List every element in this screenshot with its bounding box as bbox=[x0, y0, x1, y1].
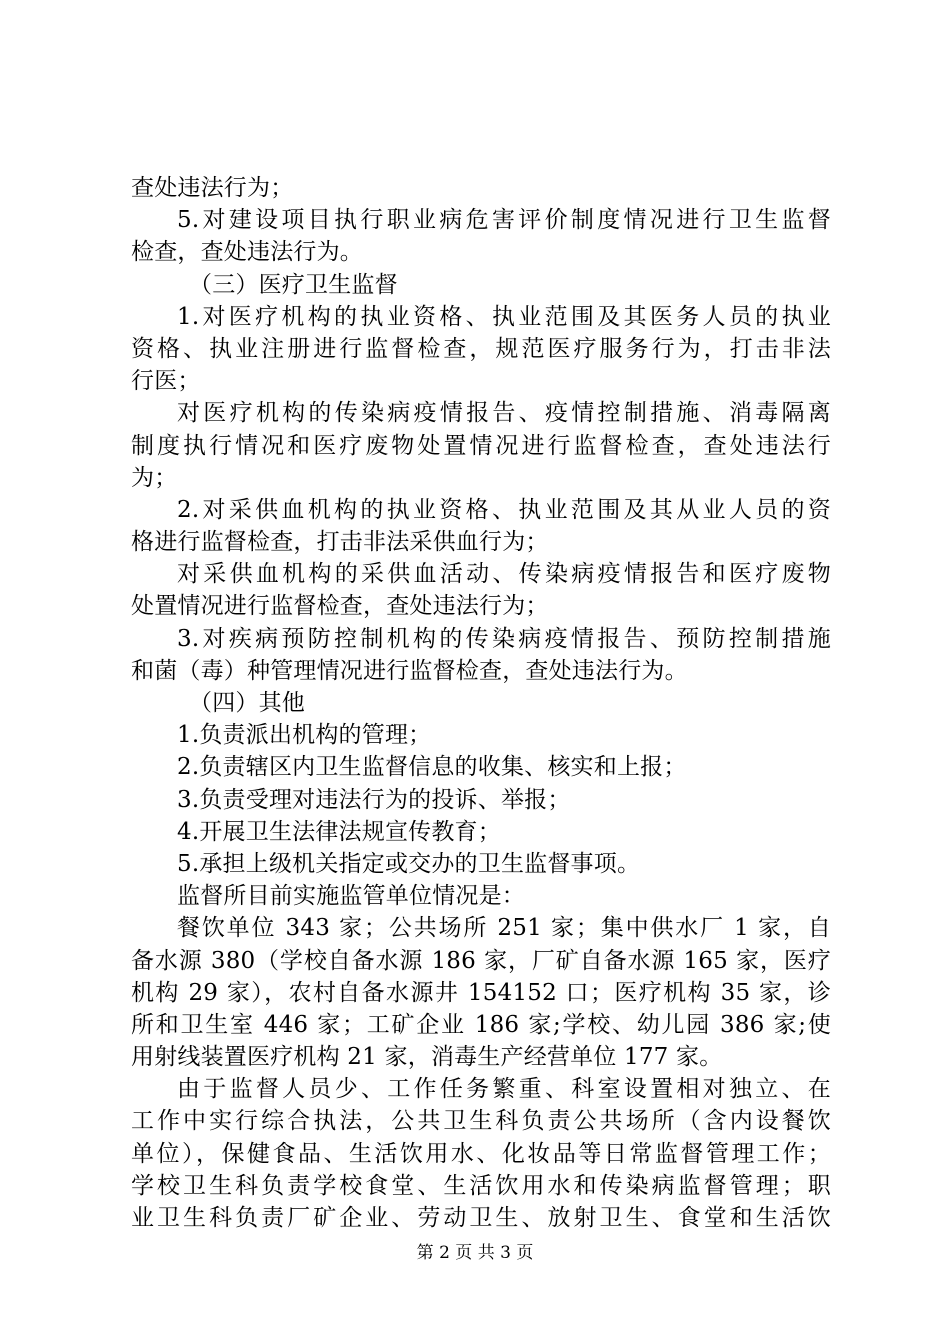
text-line: 用射线装置医疗机构 21 家，消毒生产经营单位 177 家。 bbox=[131, 1044, 723, 1071]
text-line: 为； bbox=[131, 464, 178, 491]
text-line: 格进行监督检查，打击非法采供血行为； bbox=[131, 529, 549, 556]
document-body bbox=[131, 172, 831, 1234]
text-line: 查处违法行为； bbox=[131, 175, 294, 201]
text-line: 4.开展卫生法律法规宣传教育； bbox=[177, 818, 501, 845]
text-line: 学校卫生科负责学校食堂、生活饮用水和传染病监督管理；职 bbox=[131, 1172, 831, 1199]
text-line: 1.负责派出机构的管理； bbox=[177, 722, 432, 749]
text-line: 监督所目前实施监管单位情况是： bbox=[177, 883, 525, 910]
text-line: 和菌（毒）种管理情况进行监督检查，查处违法行为。 bbox=[131, 657, 688, 684]
text-line: （三）医疗卫生监督 bbox=[189, 271, 398, 298]
text-line: 餐饮单位 343 家；公共场所 251 家；集中供水厂 1 家，自 bbox=[177, 915, 831, 942]
text-line: 业卫生科负责厂矿企业、劳动卫生、放射卫生、食堂和生活饮 bbox=[131, 1205, 831, 1231]
text-line: 3.负责受理对违法行为的投诉、举报； bbox=[177, 786, 571, 813]
text-line: 制度执行情况和医疗废物处置情况进行监督检查，查处违法行 bbox=[131, 432, 831, 459]
text-line: （四）其他 bbox=[189, 690, 305, 716]
text-line: 行医； bbox=[131, 368, 201, 395]
page-number-label: 第 2 页 共 3 页 bbox=[416, 1243, 534, 1263]
text-line: 5.对建设项目执行职业病危害评价制度情况进行卫生监督 bbox=[177, 207, 831, 234]
text-line: 对医疗机构的传染病疫情报告、疫情控制措施、消毒隔离 bbox=[177, 400, 831, 427]
page-footer bbox=[0, 1243, 950, 1263]
text-line: 由于监督人员少、工作任务繁重、科室设置相对独立、在 bbox=[177, 1076, 831, 1103]
text-line: 1.对医疗机构的执业资格、执业范围及其医务人员的执业 bbox=[177, 303, 831, 330]
text-line: 5.承担上级机关指定或交办的卫生监督事项。 bbox=[177, 850, 641, 877]
text-line: 备水源 380（学校自备水源 186 家，厂矿自备水源 165 家，医疗 bbox=[131, 947, 831, 974]
text-line: 2.对采供血机构的执业资格、执业范围及其从业人员的资 bbox=[177, 496, 831, 523]
text-line: 单位），保健食品、生活饮用水、化妆品等日常监督管理工作； bbox=[131, 1140, 831, 1167]
text-line: 3.对疾病预防控制机构的传染病疫情报告、预防控制措施 bbox=[177, 625, 831, 652]
text-line: 机构 29 家），农村自备水源井 154152 口；医疗机构 35 家，诊 bbox=[131, 979, 831, 1006]
text-line: 处置情况进行监督检查，查处违法行为； bbox=[131, 593, 549, 620]
text-line: 对采供血机构的采供血活动、传染病疫情报告和医疗废物 bbox=[177, 561, 831, 588]
text-line: 所和卫生室 446 家；工矿企业 186 家;学校、幼儿园 386 家;使 bbox=[131, 1011, 831, 1038]
text-line: 资格、执业注册进行监督检查，规范医疗服务行为，打击非法 bbox=[131, 335, 831, 362]
text-line: 检查，查处违法行为。 bbox=[131, 239, 363, 266]
text-line: 工作中实行综合执法，公共卫生科负责公共场所（含内设餐饮 bbox=[131, 1108, 831, 1135]
text-line: 2.负责辖区内卫生监督信息的收集、核实和上报； bbox=[177, 754, 687, 781]
